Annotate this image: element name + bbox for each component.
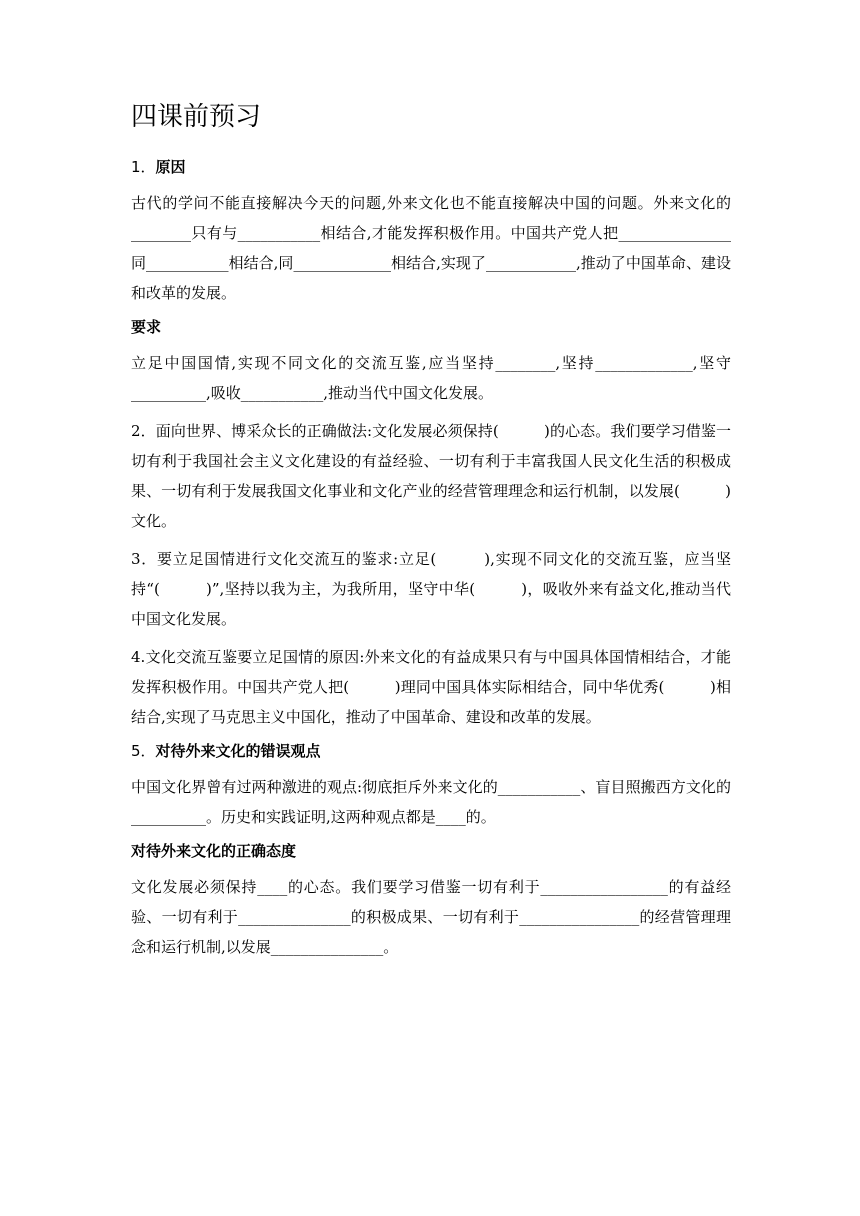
section-3-text: 3．要立足国情进行文化交流互的鉴求:立足( ),实现不同文化的交流互鉴，应当坚持“( )”,坚持以我为主，为我所用，坚守中华( )，吸收外来有益文化,推动当代中国文化发展。 [131, 550, 731, 628]
section-5-heading [131, 740, 731, 762]
section-1b-text: 立足中国国情,实现不同文化的交流互鉴,应当坚持________,坚持_____________,坚守__________,吸收___________,推动当代中国文化发展。 [131, 354, 731, 402]
section-5-text: 中国文化界曾有过两种激进的观点:彻底拒斥外来文化的___________、盲目照搬西方文化的__________。历史和实践证明,这两种观点都是____的。 [131, 778, 731, 826]
section-2-text: 2．面向世界、博采众长的正确做法:文化发展必须保持( )的心态。我们要学习借鉴一切有利于我国社会主义文化建设的有益经验、一切有利于丰富我国人民文化生活的积极成果、一切有利于发展我国文化事业和文化产业的经营管理理念和运行机制，以发展( )文化。 [131, 422, 731, 530]
section-1-text: 古代的学问不能直接解决今天的问题,外来文化也不能直接解决中国的问题。外来文化的________只有与___________相结合,才能发挥积极作用。中国共产党人把_______________同___________相结合,同_____________相结合,实现了____________,推动了中国革命、建设和改革的发展。 [131, 194, 731, 302]
section-1-heading-text: 原因 [155, 158, 186, 176]
section-5b-heading: 对待外来文化的正确态度 [131, 842, 297, 860]
section-5b-text: 文化发展必须保持____的心态。我们要学习借鉴一切有利于_________________的有益经验、一切有利于_______________的积极成果、一切有利于________________的经营管理理念和运行机制,以发展_______________。 [131, 878, 731, 956]
section-5-number: 5． [131, 742, 156, 760]
section-4-text: 4.文化交流互鉴要立足国情的原因:外来文化的有益成果只有与中国具体国情相结合，才能发挥积极作用。中国共产党人把( )理同中国具体实际相结合，同中华优秀( )相结合,实现了马克思主义中国化，推动了中国革命、建设和改革的发展。 [131, 648, 731, 726]
section-1b-heading: 要求 [131, 318, 162, 336]
section-5-heading-text: 对待外来文化的错误观点 [155, 742, 321, 760]
section-1-heading [131, 156, 731, 178]
document-page [131, 100, 731, 970]
page-title: 四课前预习 [131, 102, 262, 132]
section-1-number: 1． [131, 158, 156, 176]
